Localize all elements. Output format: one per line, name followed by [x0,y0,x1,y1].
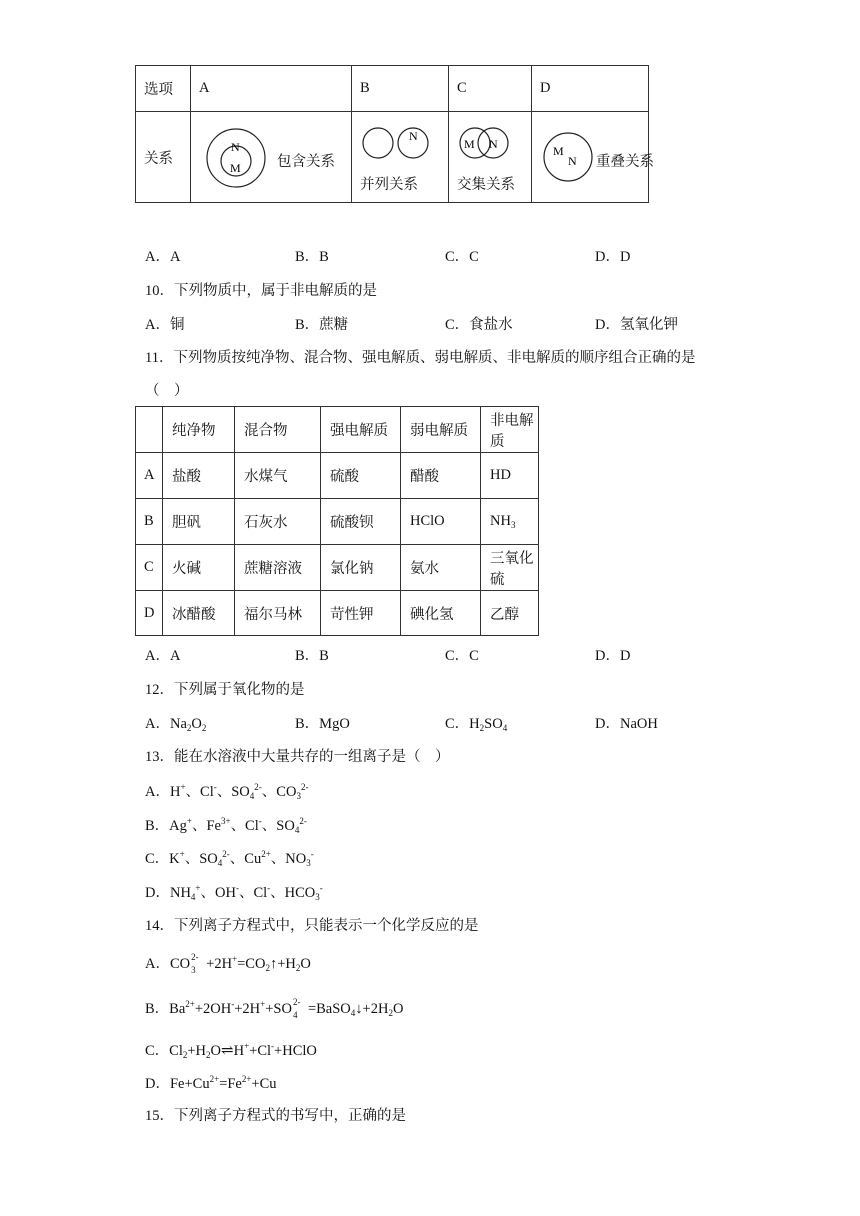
formula-part: O [300,956,311,972]
table-header-option: 选项 [136,66,191,112]
label-n: N [231,139,240,154]
q14-option-a[interactable] [145,952,311,976]
formula-part: =CO [237,956,266,972]
subscript: 2 [182,1050,188,1060]
q13-option-c[interactable] [145,847,314,868]
superscript: - [271,1041,275,1051]
overlap-diagram [540,129,596,185]
subscript: 2 [201,723,207,733]
q10-option-d[interactable]: D．氢氧化钾 [595,317,678,333]
parallel-diagram [358,123,438,163]
relation-overlap: 重叠关系 [596,153,654,170]
q9-option-d[interactable]: D．D [595,249,631,265]
header-weak: 弱电解质 [401,407,481,453]
formula-part: 、Cu [229,851,262,867]
q10-option-b[interactable]: B．蔗糖 [295,317,349,333]
q9-option-b[interactable]: B．B [295,249,329,265]
q12-stem: 12．下列属于氧化物的是 [145,682,305,698]
formula-part: 、SO [184,851,218,867]
q11-option-c[interactable]: C．C [445,648,479,664]
q12-option-d[interactable]: D．NaOH [595,716,658,732]
nh3-text: NH [490,513,511,529]
q9-option-a[interactable]: A．A [145,249,181,265]
q9-option-c[interactable]: C．C [445,249,479,265]
superscript: - [310,849,314,859]
col-a: A [191,66,352,112]
nh3-subscript: 3 [510,520,516,530]
q10-option-a[interactable]: A．铜 [145,317,185,333]
col-d: D [532,66,649,112]
option-label: A． [145,956,170,972]
table-cell: 醋酸 [401,453,481,499]
table-cell: 三氧化硫 [481,545,539,591]
row-label: C [136,545,163,591]
charge-stack [292,996,306,1021]
table-row [136,453,539,499]
superscript: - [235,883,239,893]
formula-part: 、SO [216,784,250,800]
formula-part: O [210,1043,222,1059]
q11-option-a[interactable]: A．A [145,648,181,664]
q13-stem: 13．能在水溶液中大量共存的一组离子是（ ） [145,749,450,765]
q14-option-d[interactable] [145,1072,277,1093]
formula-part: D．NH [145,885,191,901]
table-cell: 冰醋酸 [163,591,235,636]
superscript: 2+ [209,1074,220,1084]
row-label: A [136,453,163,499]
superscript: 2- [299,816,307,826]
formula-part: D．Fe+Cu [145,1076,210,1092]
formula-part: 、NO [270,851,307,867]
q13-option-d[interactable] [145,881,323,902]
table-row [136,499,539,545]
table-row [136,591,539,636]
relation-parallel: 并列关系 [360,176,418,193]
formula-part: ↓+2H [355,1001,389,1017]
formula-part: 、Cl [185,784,214,800]
relation-inclusion: 包含关系 [277,153,335,170]
q15-stem: 15．下列离子方程式的书写中，正确的是 [145,1108,406,1124]
subscript: 4 [502,723,508,733]
superscript: + [244,1041,250,1051]
col-b: B [352,66,449,112]
subscript: 4 [190,892,196,902]
superscript: 2+ [261,849,271,859]
col-c: C [449,66,532,112]
table-cell: 火碱 [163,545,235,591]
table-cell: 水煤气 [235,453,321,499]
formula-part: A．Na [145,716,187,732]
table-row [136,545,539,591]
q14-stem: 14．下列离子方程式中，只能表示一个化学反应的是 [145,918,479,934]
subscript: 4 [292,1009,298,1020]
q11-option-d[interactable]: D．D [595,648,631,664]
row-label: B [136,499,163,545]
q13-option-b[interactable] [145,814,307,835]
table-cell: 胆矾 [163,499,235,545]
formula-part: 、Cl [230,818,259,834]
formula-part: B．Ag [145,818,187,834]
header-pure: 纯净物 [163,407,235,453]
cell-overlap [532,112,654,203]
inclusion-diagram [201,123,271,193]
table-cell: 盐酸 [163,453,235,499]
table-cell: HClO [401,499,481,545]
cell-inclusion [191,112,352,203]
formula-part: H [233,1043,245,1059]
superscript: + [179,849,185,859]
formula-part: =Fe [219,1076,242,1092]
superscript: - [267,883,271,893]
subscript: 4 [294,825,300,835]
superscript: + [180,782,186,792]
superscript: + [195,883,201,893]
formula-part: ↑+H [269,956,296,972]
q14-option-b[interactable] [145,997,403,1021]
table-cell: 蔗糖溶液 [235,545,321,591]
superscript: 2- [222,849,230,859]
superscript: - [258,816,262,826]
subscript: 2 [186,723,192,733]
superscript: 2- [254,782,262,792]
superscript: 2- [191,951,199,962]
header-non: 非电解质 [481,407,539,453]
table-cell [481,499,539,545]
superscript: 3+ [220,816,231,826]
superscript: + [260,999,266,1009]
superscript: - [319,883,323,893]
subscript: 2 [265,963,270,973]
table-cell: 氨水 [401,545,481,591]
formula-part: +H [187,1043,207,1059]
formula-part: +2H [234,1001,261,1017]
formula-part: O [392,1001,404,1017]
subscript: 3 [315,892,320,902]
subscript: 4 [249,791,255,801]
q10-stem: 10．下列物质中，属于非电解质的是 [145,283,377,299]
subscript: 2 [295,963,301,973]
formula-part: SO [484,716,503,732]
q11-stem: 11．下列物质按纯净物、混合物、强电解质、弱电解质、非电解质的顺序组合正确的是 [145,350,696,366]
table-cell: 硫酸 [321,453,401,499]
subscript: 4 [217,858,223,868]
superscript: 2+ [185,999,195,1009]
q13-option-a[interactable] [145,780,308,801]
q10-option-c[interactable]: C．食盐水 [445,317,513,333]
formula-part: C．H [445,716,480,732]
formula-part: +HClO [274,1043,317,1059]
label-m: M [553,143,564,158]
formula-part: 、HCO [270,885,316,901]
subscript: 4 [350,1008,356,1018]
superscript: 2- [292,996,301,1007]
formula-part: 、OH [200,885,236,901]
superscript: 2+ [241,1074,252,1084]
formula-part: 、Cl [238,885,268,901]
relation-table [135,65,654,203]
subscript: 2 [206,1050,211,1060]
formula-part: B．Ba [145,1001,186,1017]
subscript: 3 [306,858,311,868]
subscript: 3 [191,964,196,975]
row-label: D [136,591,163,636]
formula-part: C．K [145,851,180,867]
label-n: N [568,153,577,168]
formula-part: 、Fe [191,818,221,834]
formula-part: CO [169,956,191,972]
formula-part: +Cu [251,1076,277,1092]
relation-intersection: 交集关系 [457,176,515,193]
q11-paren: （ ） [145,383,189,399]
formula-part: A．H [145,784,181,800]
cell-parallel [352,112,449,203]
subscript: 2 [388,1008,393,1018]
table-cell: 碘化氢 [401,591,481,636]
q12-option-c[interactable] [445,712,507,733]
formula-part: 、SO [261,818,295,834]
table-cell: 苛性钾 [321,591,401,636]
table-cell: HD [481,453,539,499]
table-header-blank [136,407,163,453]
formula-part: O [191,716,202,732]
subscript: 3 [296,791,301,801]
table-cell: 氯化钠 [321,545,401,591]
superscript: + [232,954,238,964]
formula-part: +2OH [194,1001,232,1017]
q14-option-c[interactable] [145,1039,317,1060]
q11-option-b[interactable]: B．B [295,648,329,664]
label-m: M [230,160,241,175]
q12-option-b[interactable]: B．MgO [295,716,350,732]
formula-part: +Cl [249,1043,272,1059]
table-cell: 福尔马林 [235,591,321,636]
formula-part: =BaSO [307,1001,351,1017]
superscript: - [231,999,235,1009]
label-n: N [489,136,498,151]
q12-option-a[interactable] [145,712,206,733]
formula-part: + [265,1001,274,1017]
row-label-relation: 关系 [136,112,191,203]
charge-stack [190,951,204,976]
header-strong: 强电解质 [321,407,401,453]
label-n: N [409,128,418,143]
table-cell: 硫酸钡 [321,499,401,545]
label-m: M [464,136,475,151]
formula-part: C．Cl [145,1043,183,1059]
table-cell: 石灰水 [235,499,321,545]
equilibrium-arrow-icon: ⇌ [221,1043,234,1059]
intersection-diagram [455,123,519,163]
superscript: + [186,816,192,826]
table-cell: 乙醇 [481,591,539,636]
formula-part: +2H [206,956,233,972]
header-mixture: 混合物 [235,407,321,453]
formula-part: 、CO [261,784,297,800]
classification-table [135,406,539,636]
superscript: - [213,782,217,792]
subscript: 2 [479,723,485,733]
cell-intersection [449,112,532,203]
superscript: 2- [300,782,309,792]
formula-part: SO [273,1001,292,1017]
